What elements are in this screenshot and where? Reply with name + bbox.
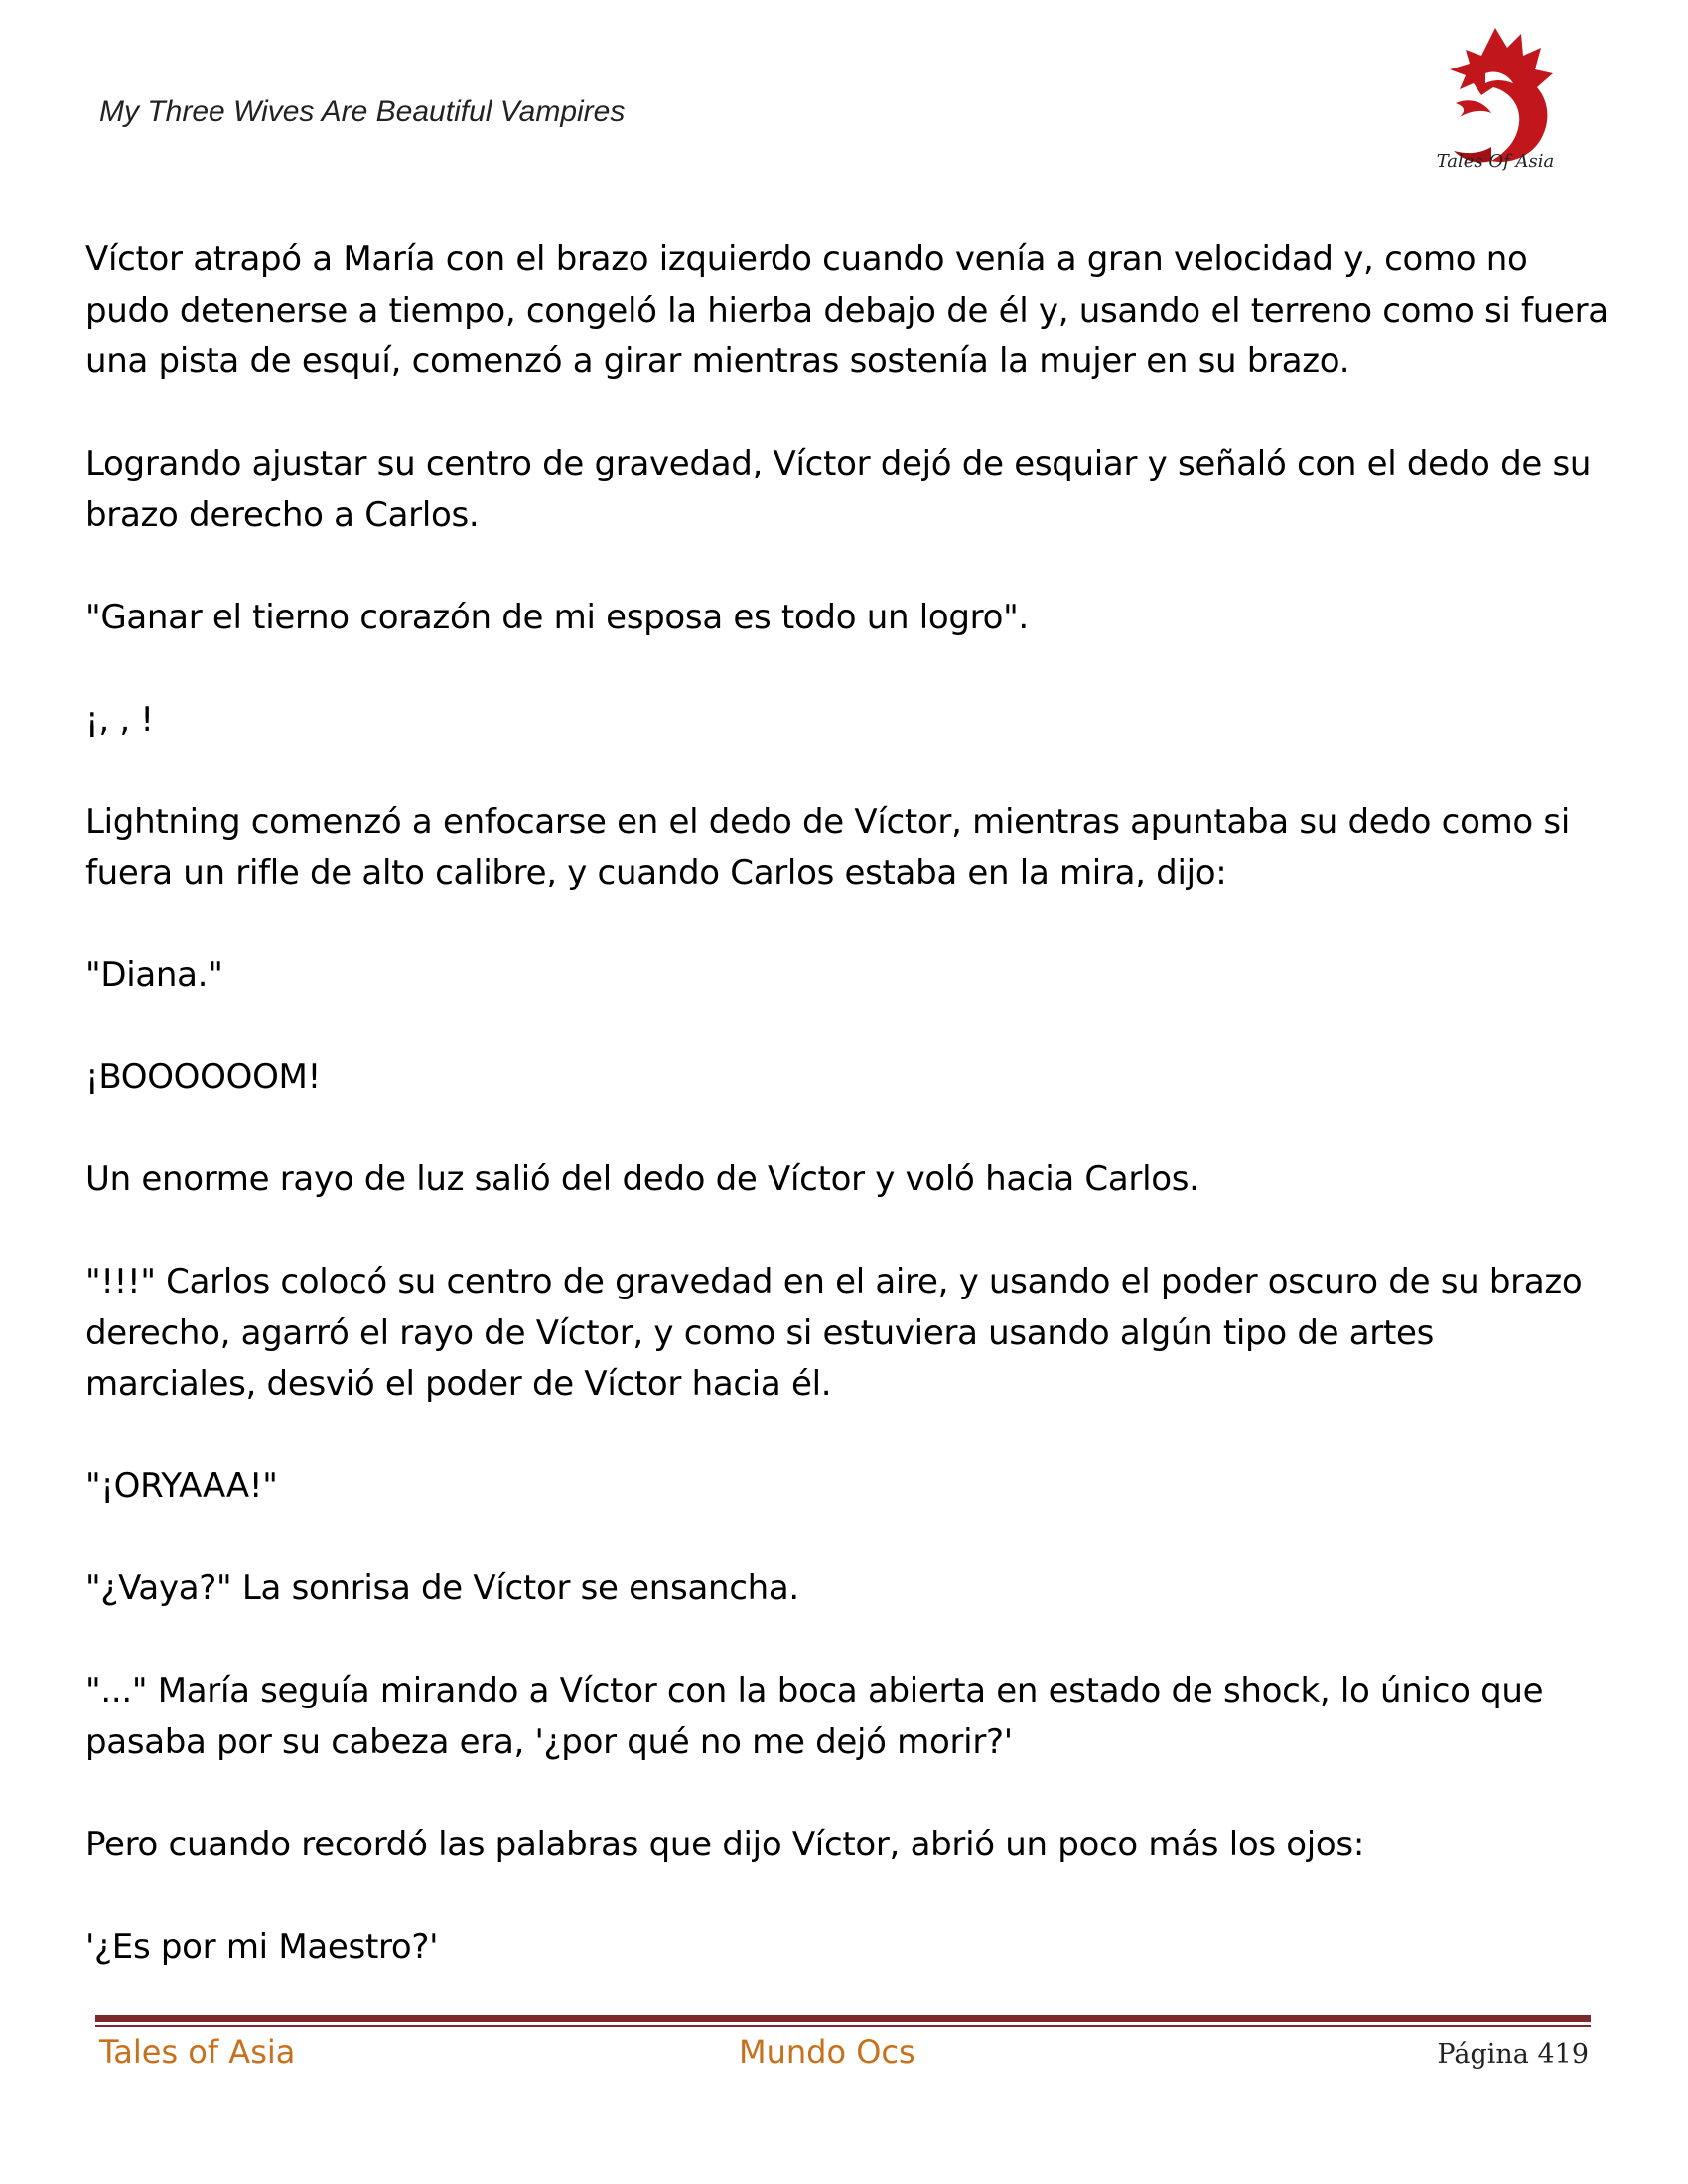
paragraph: ¡, , ! — [85, 699, 154, 740]
paragraph: "¿Vaya?" La sonrisa de Víctor se ensancha. — [85, 1569, 799, 1608]
paragraph: "Ganar el tierno corazón de mi esposa es todo un logro". — [85, 597, 1029, 637]
paragraph: '¿Es por mi Maestro?' — [85, 1926, 439, 1967]
header-book-title: My Three Wives Are Beautiful Vampires — [99, 95, 626, 128]
paragraph: Lightning comenzó a enfocarse en el dedo de Víctor, mientras apuntaba su dedo como si fuera un rifle de alto calibre, y cuando Carlos estaba en la mira, dijo: — [85, 801, 1570, 892]
footer-divider — [95, 2015, 1591, 2022]
paragraph: Víctor atrapó a María con el brazo izquierdo cuando venía a gran velocidad y, como no pudo detenerse a tiempo, congeló la hierba debajo de él y, usando el terreno como si fuera una pista de esquí, comenzó a girar mientras sostenía la mujer en su brazo. — [85, 239, 1609, 381]
footer-divider-thin — [95, 2025, 1591, 2027]
paragraph: ¡BOOOOOOM! — [85, 1057, 321, 1097]
chapter-body — [85, 234, 1615, 2024]
logo-text: Tales Of Asia — [1436, 151, 1555, 172]
paragraph: "¡ORYAAA!" — [85, 1466, 278, 1506]
paragraph: "Diana." — [85, 955, 223, 995]
paragraph: Logrando ajustar su centro de gravedad, Víctor dejó de esquiar y señaló con el dedo de su brazo derecho a Carlos. — [85, 444, 1592, 535]
page-number: Página 419 — [1437, 2039, 1589, 2070]
paragraph: "!!!" Carlos colocó su centro de gravedad en el aire, y usando el poder oscuro de su brazo derecho, agarró el rayo de Víctor, y como si estuviera usando algún tipo de artes marciales, desvió el poder de Víctor hacia él. — [85, 1262, 1583, 1404]
paragraph: "..." María seguía mirando a Víctor con la boca abierta en estado de shock, lo único que pasaba por su cabeza era, '¿por qué no me dejó morir?' — [85, 1671, 1544, 1762]
footer-source: Mundo Ocs — [739, 2033, 915, 2071]
paragraph: Un enorme rayo de luz salió del dedo de Víctor y voló hacia Carlos. — [85, 1160, 1199, 1199]
paragraph: Pero cuando recordó las palabras que dijo Víctor, abrió un poco más los ojos: — [85, 1824, 1364, 1864]
footer-publisher: Tales of Asia — [99, 2033, 296, 2071]
